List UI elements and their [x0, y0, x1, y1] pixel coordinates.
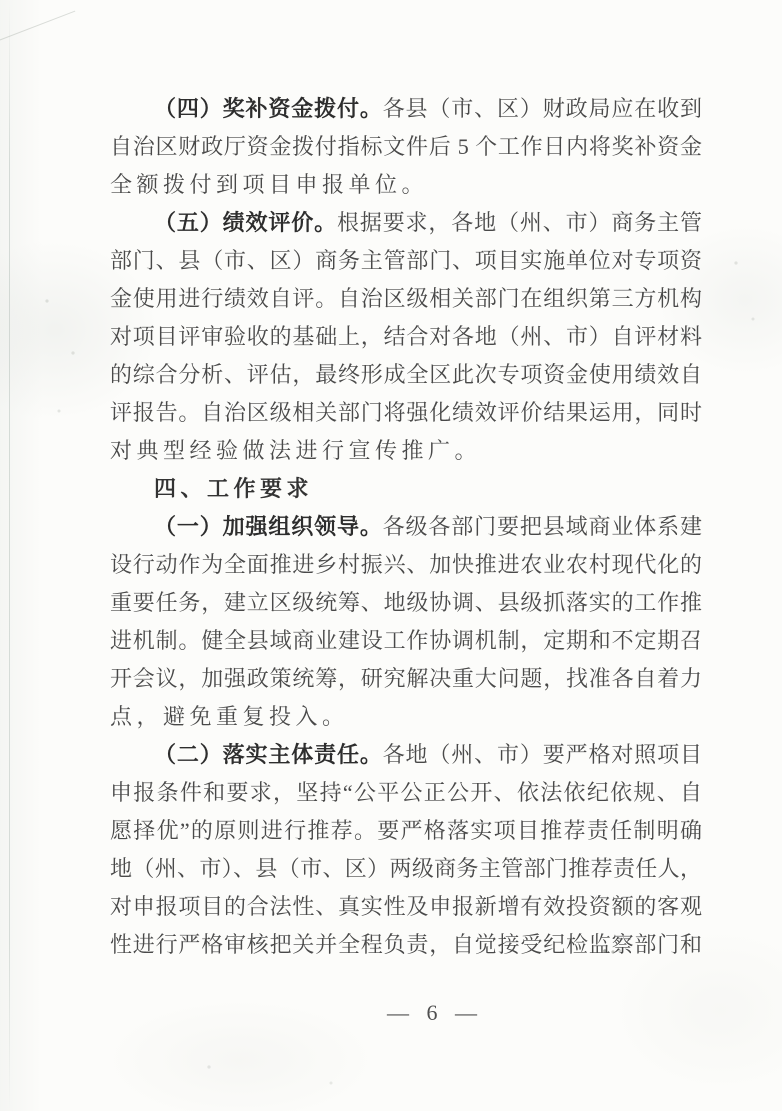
text-line — [110, 584, 702, 622]
line-text: 对项目评审验收的基础上，结合对各地（州、市）自评材料 — [110, 324, 702, 349]
text-line — [110, 888, 702, 926]
document-body — [110, 90, 702, 964]
line-text: 点，避免重复投入。 — [110, 704, 349, 729]
line-text: 各县（市、区）财政局应在收到 — [382, 96, 702, 121]
line-text: 设行动作为全面推进乡村振兴、加快推进农业农村现代化的 — [110, 552, 702, 577]
text-line — [110, 926, 702, 964]
line-text: 开会议，加强政策统筹，研究解决重大问题，找准各自着力 — [110, 666, 702, 691]
line-lead-bold: （五）绩效评价。 — [154, 210, 337, 235]
line-text: 部门、县（市、区）商务主管部门、项目实施单位对专项资 — [110, 248, 702, 273]
text-line — [110, 774, 702, 812]
text-line — [110, 850, 702, 888]
page-number: — 6 — — [387, 1000, 483, 1025]
scan-edge-artifact — [9, 0, 10, 1111]
text-line — [110, 204, 702, 242]
text-line — [110, 166, 702, 204]
text-line — [110, 698, 702, 736]
line-text: 地（州、市）、县（市、区）两级商务主管部门推荐责任人， — [110, 856, 702, 881]
line-text: 申报条件和要求，坚持“公平公正公开、依法依纪依规、自 — [110, 780, 702, 805]
text-line — [110, 128, 702, 166]
line-lead-bold: （一）加强组织领导。 — [154, 514, 383, 539]
text-line — [110, 356, 702, 394]
line-text: 性进行严格审核把关并全程负责，自觉接受纪检监察部门和 — [110, 932, 702, 957]
text-line — [110, 432, 702, 470]
text-line — [110, 242, 702, 280]
text-line — [110, 622, 702, 660]
text-line — [110, 660, 702, 698]
line-text: 的综合分析、评估，最终形成全区此次专项资金使用绩效自 — [110, 362, 702, 387]
line-text: 重要任务，建立区级统筹、地级协调、县级抓落实的工作推 — [110, 590, 702, 615]
line-text: 对申报项目的合法性、真实性及申报新增有效投资额的客观 — [110, 894, 702, 919]
line-text: 评报告。自治区级相关部门将强化绩效评价结果运用，同时 — [110, 400, 702, 425]
line-text: 对典型经验做法进行宣传推广。 — [110, 438, 482, 463]
text-line — [110, 394, 702, 432]
line-lead-bold: （二）落实主体责任。 — [154, 742, 383, 767]
text-line — [110, 280, 702, 318]
text-line — [110, 508, 702, 546]
text-line — [110, 546, 702, 584]
heading-text: 四、工作要求 — [154, 476, 314, 501]
line-text: 金使用进行绩效自评。自治区级相关部门在组织第三方机构 — [110, 286, 702, 311]
line-text: 各级各部门要把县域商业体系建 — [382, 514, 702, 539]
scan-noise-specks — [0, 0, 2, 2]
text-line — [110, 318, 702, 356]
text-line — [110, 812, 702, 850]
line-text: 自治区财政厅资金拨付指标文件后 5 个工作日内将奖补资金 — [110, 134, 702, 159]
line-text: 各地（州、市）要严格对照项目 — [382, 742, 702, 767]
text-line — [110, 90, 702, 128]
scan-crease-artifact — [0, 11, 75, 43]
line-text: 全额拨付到项目申报单位。 — [110, 172, 429, 197]
section-heading — [110, 470, 702, 508]
line-text: 进机制。健全县域商业建设工作协调机制，定期和不定期召 — [110, 628, 702, 653]
line-text: 根据要求，各地（州、市）商务主管 — [336, 210, 702, 235]
text-line — [110, 736, 702, 774]
line-text: 愿择优”的原则进行推荐。要严格落实项目推荐责任制明确 — [110, 818, 702, 843]
line-lead-bold: （四）奖补资金拨付。 — [154, 96, 383, 121]
